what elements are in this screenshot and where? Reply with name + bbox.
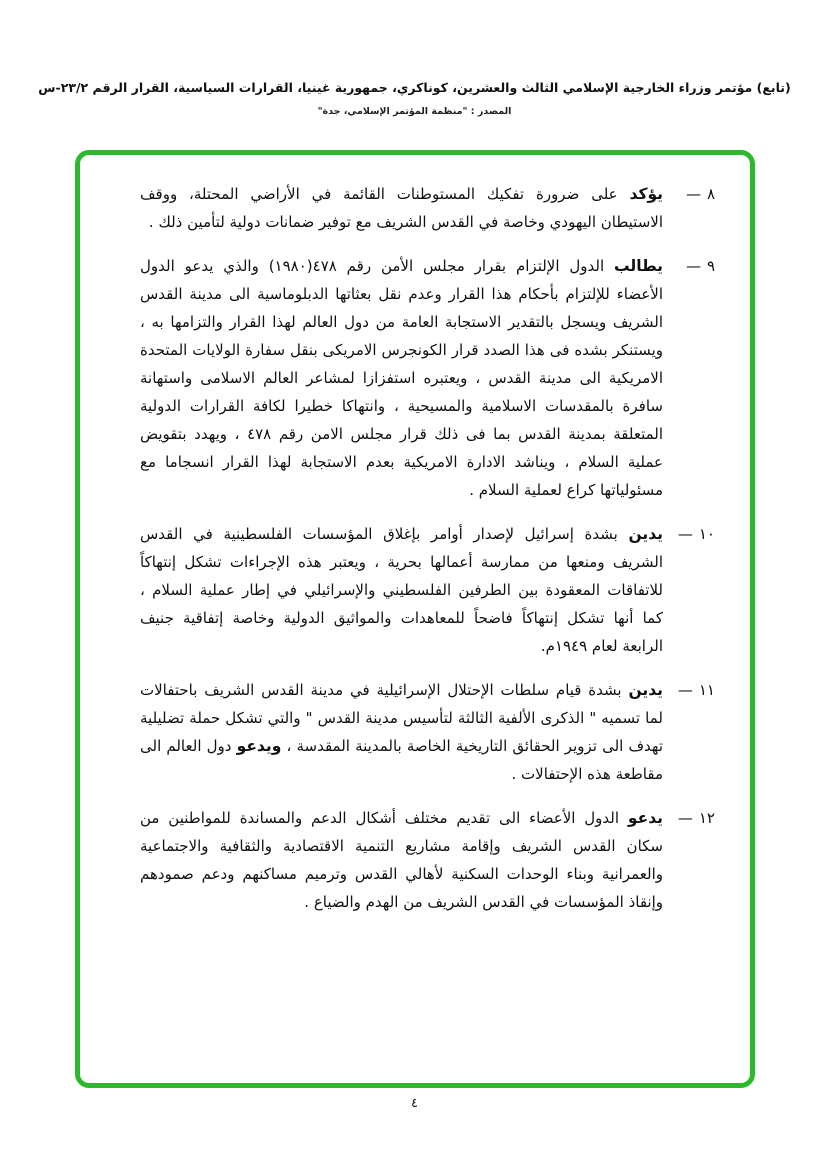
item-lead-word-2: ويدعو bbox=[236, 737, 282, 755]
resolution-item bbox=[140, 252, 715, 504]
item-dash: — bbox=[677, 681, 693, 699]
item-number bbox=[663, 180, 715, 236]
item-number-value: ١٢ bbox=[698, 809, 715, 827]
item-body: على ضرورة تفكيك المستوطنات القائمة في الأراضي المحتلة، ووقف الاستيطان اليهودي وخاصة في القدس الشريف مع توفير ضمانات دولية لتأمين ذلك . bbox=[140, 185, 663, 231]
page-number: ٤ bbox=[411, 1096, 418, 1111]
item-text bbox=[140, 676, 663, 788]
item-lead-word: يؤكد bbox=[629, 185, 663, 203]
source-line: المصدر : "منظمة المؤتمر الإسلامي، جدة" bbox=[317, 106, 512, 117]
resolution-item bbox=[140, 520, 715, 660]
item-text bbox=[140, 180, 663, 236]
item-dash: — bbox=[685, 185, 701, 203]
item-dash: — bbox=[677, 809, 693, 827]
item-number bbox=[663, 804, 715, 916]
item-lead-word: يطالب bbox=[614, 257, 663, 275]
item-text bbox=[140, 252, 663, 504]
item-body: الدول الأعضاء الى تقديم مختلف أشكال الدعم والمساندة للمواطنين من سكان القدس الشريف وإقامة مشاريع التنمية الاقتصادية والثقافية والاجتماعية والعمرانية وبناء الوحدات السكنية لأهالي القدس وترميم مساكنهم ودعم صمودهم وإنقاذ المؤسسات في القدس الشريف من الهدم والضياع . bbox=[140, 809, 663, 911]
item-number-value: ١٠ bbox=[698, 525, 715, 543]
resolution-item bbox=[140, 180, 715, 236]
item-lead-word: يدين bbox=[628, 525, 663, 543]
item-number bbox=[663, 676, 715, 788]
document-header: (تابع) مؤتمر وزراء الخارجية الإسلامي الثالث والعشرين، كوناكري، جمهورية غينيا، القرارات السياسية، القرار الرقم ٢٣/٢-س bbox=[38, 80, 791, 95]
item-number-value: ١١ bbox=[698, 681, 715, 699]
item-text bbox=[140, 520, 663, 660]
item-body: بشدة قيام سلطات الإحتلال الإسرائيلية في مدينة القدس الشريف باحتفالات لما تسميه " الذكرى الألفية الثالثة لتأسيس مدينة القدس " والتي تشكل حملة تضليلية تهدف الى تزوير الحقائق التاريخية الخاصة بالمدينة المقدسة ، bbox=[140, 681, 663, 755]
item-body: الدول الإلتزام بقرار مجلس الأمن رقم ٤٧٨(١٩٨٠) والذي يدعو الدول الأعضاء للإلتزام بأحكام هذا القرار وعدم نقل بعثاتها الدبلوماسية الى مدينة القدس الشريف ويسجل بالتقدير الاستجابة العامة من دول العالم لهذا القرار والتزامها به ، ويستنكر بشده فى هذا الصدد قرار الكونجرس الامريكى بنقل سفارة الولايات المتحدة الامريكية الى مدينة القدس ، ويعتبره استفزازا لمشاعر العالم الاسلامى واستهانة سافرة بالمقدسات الاسلامية والمسيحية ، وانتهاكا خطيرا لكافة القرارات الدولية المتعلقة بمدينة القدس بما فى ذلك قرار مجلس الامن رقم ٤٧٨ ، ويهدد بتقويض عملية السلام ، ويناشد الادارة الامريكية بعدم الاستجابة لهذا القرار انسجاما مع مسئولياتها كراع لعملية السلام . bbox=[140, 257, 663, 499]
item-lead-word: يدعو bbox=[627, 809, 663, 827]
resolution-content bbox=[140, 180, 715, 932]
item-number-value: ٨ bbox=[706, 185, 715, 203]
item-body-2: دول العالم الى مقاطعة هذه الإحتفالات . bbox=[140, 737, 663, 783]
item-lead-word: يدين bbox=[628, 681, 663, 699]
item-dash: — bbox=[677, 525, 693, 543]
item-text bbox=[140, 804, 663, 916]
item-number bbox=[663, 252, 715, 504]
resolution-item bbox=[140, 676, 715, 788]
item-dash: — bbox=[685, 257, 701, 275]
item-number-value: ٩ bbox=[706, 257, 715, 275]
item-number bbox=[663, 520, 715, 660]
item-body: بشدة إسرائيل لإصدار أوامر بإغلاق المؤسسات الفلسطينية في القدس الشريف ومنعها من ممارسة أعمالها بحرية ، ويعتبر هذه الإجراءات تشكل إنتهاكاً للاتفاقات المعقودة بين الطرفين الفلسطيني والإسرائيلي في إطار عملية السلام ، كما أنها تشكل إنتهاكاً فاضحاً للمعاهدات والمواثيق الدولية وخاصة إتفاقية جنيف الرابعة لعام ١٩٤٩م. bbox=[140, 525, 663, 655]
resolution-item bbox=[140, 804, 715, 916]
